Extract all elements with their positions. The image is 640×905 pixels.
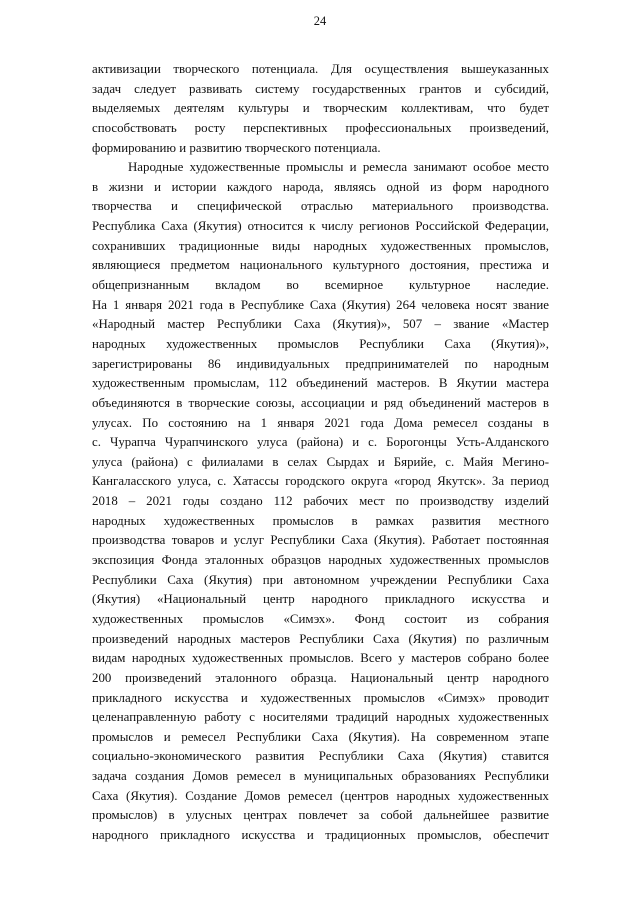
text-line: народного прикладного искусства и традиционных промыслов, обеспечит [92,827,549,842]
text-line: являющиеся предметом национального культурного достояния, престижа и [92,258,549,273]
paragraph [92,60,549,158]
text-line: Народные художественные промыслы и ремесла занимают особое место [128,160,549,175]
text-line: 2018 – 2021 годы создано 112 рабочих мест по производству изделий [92,494,549,509]
text-line: творчества и специфической отраслью материального производства. [92,199,549,214]
text-line: «Народный мастер Республики Саха (Якутия)», 507 – звание «Мастер [92,317,549,332]
text-line: производства товаров и услуг Республики Саха (Якутия). Работает постоянная [92,533,549,548]
page-number: 24 [313,14,327,28]
text-line: (Якутия) «Национальный центр народного прикладного искусства и [92,592,549,607]
text-line: с. Чурапча Чурапчинского улуса (района) и с. Борогонцы Усть-Алданского [92,435,549,450]
text-line: задача создания Домов ремесел в муниципальных образованиях Республики [92,769,549,784]
text-line: целенаправленную работу с носителями традиций народных художественных [92,710,549,725]
text-line: зарегистрированы 86 индивидуальных предпринимателей по народным [92,356,549,371]
text-line: улуса (района) с филиалами в селах Сырдах и Бярийе, с. Майя Мегино- [92,454,549,469]
text-line: народных художественных промыслов Республики Саха (Якутия)», [92,336,549,351]
text-line: формированию и развитию творческого потенциала. [92,140,381,155]
text-line: 200 произведений эталонного образца. Национальный центр народного [92,670,549,685]
text-line: активизации творческого потенциала. Для осуществления вышеуказанных [92,62,549,76]
text-line: улусах. По состоянию на 1 января 2021 года Дома ремесел созданы в [92,415,549,430]
text-line: произведений народных мастеров Республики Саха (Якутия) по различным [92,631,549,646]
text-line: экспозиция Фонда эталонных образцов народных художественных промыслов [92,553,549,568]
text-line: художественных промыслов «Симэх». Фонд состоит из собрания [92,611,549,626]
text-line: выделяемых деятелям культуры и творческим коллективам, что будет [92,101,549,116]
paragraph [92,158,549,845]
text-line: Саха (Якутия). Создание Домов ремесел (центров народных художественных [92,788,549,803]
text-line: промыслов) в улусных центрах повлечет за собой дальнейшее развитие [92,808,549,823]
text-line: художественным промыслам, 112 объединений мастеров. В Якутии мастера [92,376,549,391]
text-line: задач следует развивать систему государственных грантов и субсидий, [92,81,549,96]
text-line: Республика Саха (Якутия) относится к числу регионов Российской Федерации, [92,219,549,234]
text-line: общепризнанным вкладом во всемирное культурное наследие. [92,278,549,293]
text-line: Республики Саха (Якутия) при автономном учреждении Республики Саха [92,572,549,587]
text-line: народных художественных промыслов в рамках развития местного [92,513,549,528]
body-text [92,60,549,846]
text-line: в жизни и истории каждого народа, являясь одной из форм народного [92,179,549,194]
text-line: видам народных художественных промыслов. Всего у мастеров собрано более [92,651,549,666]
text-line: прикладного искусства и художественных промыслов «Симэх» проводит [92,690,549,705]
text-line: социально-экономического развития Республики Саха (Якутия) ставится [92,749,549,764]
text-line: объединяются в творческие союзы, ассоциации и ряд объединений мастеров в [92,395,549,410]
text-line: промыслов и ремесел Республики Саха (Якутия). На современном этапе [92,729,549,744]
text-line: На 1 января 2021 года в Республике Саха (Якутия) 264 человека носят звание [92,297,549,312]
text-line: Кангаласского улуса, с. Хатассы городского округа «город Якутск». За период [92,474,549,489]
text-line: способствовать росту перспективных профессиональных произведений, [92,120,549,135]
text-line: сохранивших традиционные виды народных художественных промыслов, [92,238,549,253]
